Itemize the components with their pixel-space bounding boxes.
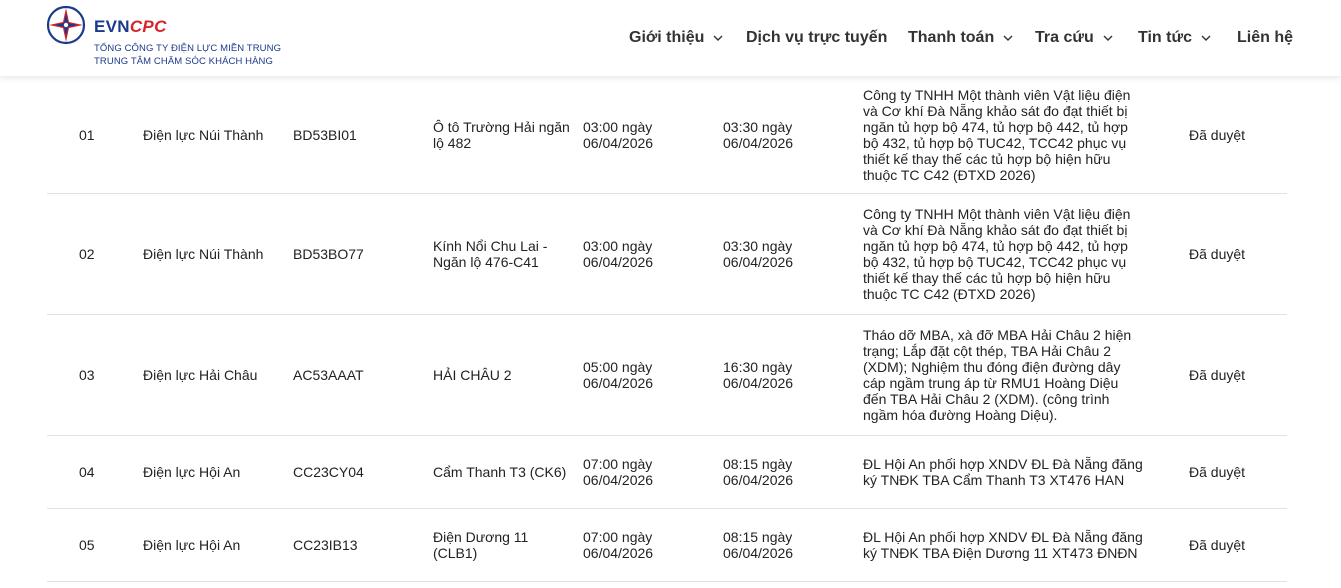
row-end-text: 03:30 ngày 06/04/2026: [723, 118, 794, 151]
main-nav: [0, 26, 1341, 50]
status-badge: Đã duyệt: [1189, 464, 1246, 480]
row-description-text: ĐL Hội An phối hợp XNDV ĐL Đà Nẵng đăng ký TNĐK TBA Cẩm Thanh T3 XT476 HAN: [863, 456, 1143, 488]
row-start-time: [583, 194, 703, 314]
nav-label: Tin tức: [1138, 29, 1192, 46]
nav-label: Dịch vụ trực tuyến: [746, 29, 888, 46]
row-start-text: 03:00 ngày 06/04/2026: [583, 118, 654, 151]
row-location-text: Kính Nổi Chu Lai - Ngăn lộ 476-C41: [433, 238, 548, 270]
row-location: [433, 194, 573, 314]
status-badge: Đã duyệt: [1189, 126, 1246, 143]
table-row: [47, 194, 1287, 315]
row-description-text: Công ty TNHH Một thành viên Vật liệu điện và Cơ khí Đà Nẵng khảo sát đo đạt thiết bị ngăn tủ hợp bộ 474, tủ hợp bộ 442, tủ hợp bộ 432, tủ hợp bộ TUC42, TCC42 phục vụ thiết kế thay thế các tủ hợp bộ hiện hữu thuộc TC C42 (ĐTXD 2026): [863, 86, 1131, 183]
row-description-text: Công ty TNHH Một thành viên Vật liệu điện và Cơ khí Đà Nẵng khảo sát đo đạt thiết bị ngăn tủ hợp bộ 474, tủ hợp bộ 442, tủ hợp bộ 432, tủ hợp bộ TUC42, TCC42 phục vụ thiết kế thay thế các tủ hợp bộ hiện hữu thuộc TC C42 (ĐTXD 2026): [863, 206, 1131, 302]
table-row: [47, 509, 1287, 582]
nav-label: Thanh toán: [908, 29, 995, 46]
row-start-time: [583, 509, 703, 581]
row-number: 03: [79, 367, 95, 383]
row-unit-text: Điện lực Núi Thành: [143, 246, 264, 262]
row-start-time: [583, 76, 703, 193]
row-end-text: 16:30 ngày 06/04/2026: [723, 359, 794, 391]
row-start-time: [583, 436, 703, 508]
chevron-down-icon: [1003, 33, 1013, 43]
row-end-time: [723, 509, 843, 581]
chevron-down-icon: [713, 33, 723, 43]
row-code: AC53AAAT: [293, 367, 364, 383]
row-number: 05: [79, 537, 95, 553]
row-end-text: 08:15 ngày 06/04/2026: [723, 456, 794, 488]
table-row: [47, 315, 1287, 436]
row-code: CC23IB13: [293, 537, 358, 553]
row-unit: [143, 194, 283, 314]
logo-brand-evn: EVN: [94, 17, 130, 36]
nav-item-tin-tuc[interactable]: [1138, 26, 1211, 50]
row-unit-text: Điện lực Hải Châu: [143, 367, 258, 383]
row-unit: [143, 76, 283, 193]
row-number: 02: [79, 246, 95, 262]
row-description: [863, 509, 1143, 581]
row-location-text: Ô tô Trường Hải ngăn lộ 482: [433, 118, 570, 151]
row-location: [433, 436, 573, 508]
row-description-text: Tháo dỡ MBA, xà đỡ MBA Hải Châu 2 hiện trạng; Lắp đặt cột thép, TBA Hải Châu 2 (XDM); Nghiệm thu đóng điện đường dây cáp ngầm trung áp từ RMU1 Hoàng Diệu đến TBA Hải Châu 2 (XDM). (công trình ngầm hóa đường Hoàng Diệu).: [863, 327, 1132, 423]
nav-label: Giới thiệu: [629, 29, 705, 46]
row-code: CC23CY04: [293, 464, 364, 480]
table-row: [47, 436, 1287, 509]
nav-item-tra-cuu[interactable]: [1035, 26, 1113, 50]
status-badge: Đã duyệt: [1189, 367, 1246, 383]
row-unit: [143, 315, 283, 435]
row-end-time: [723, 76, 843, 193]
row-end-time: [723, 194, 843, 314]
row-start-text: 03:00 ngày 06/04/2026: [583, 238, 654, 270]
row-unit: [143, 436, 283, 508]
row-start-text: 07:00 ngày 06/04/2026: [583, 456, 654, 488]
nav-item-gioi-thieu[interactable]: [629, 26, 723, 50]
row-start-time: [583, 315, 703, 435]
row-end-text: 03:30 ngày 06/04/2026: [723, 238, 794, 270]
row-description: [863, 76, 1143, 193]
row-description-text: ĐL Hội An phối hợp XNDV ĐL Đà Nẵng đăng ký TNĐK TBA Điện Dương 11 XT473 ĐNĐN: [863, 529, 1143, 561]
row-location: [433, 315, 573, 435]
row-description: [863, 436, 1143, 508]
row-unit-text: Điện lực Hội An: [143, 464, 241, 480]
nav-item-dich-vu-truc-tuyen[interactable]: [746, 26, 887, 50]
row-location-text: Cẩm Thanh T3 (CK6): [433, 464, 567, 480]
row-location: [433, 509, 573, 581]
row-start-text: 05:00 ngày 06/04/2026: [583, 359, 654, 391]
row-code: BD53BI01: [293, 126, 357, 143]
logo-subtitle-company: TỔNG CÔNG TY ĐIỆN LỰC MIỀN TRUNG: [94, 43, 282, 54]
site-header: [0, 0, 1341, 76]
chevron-down-icon: [1103, 33, 1113, 43]
row-description: [863, 194, 1143, 314]
row-location-text: HẢI CHÂU 2: [433, 367, 512, 383]
row-location-text: Điện Dương 11 (CLB1): [433, 529, 529, 561]
row-unit-text: Điện lực Núi Thành: [143, 126, 264, 143]
row-end-text: 08:15 ngày 06/04/2026: [723, 529, 794, 561]
row-end-time: [723, 315, 843, 435]
row-unit: [143, 509, 283, 581]
row-number: 04: [79, 464, 95, 480]
nav-label: Liên hệ: [1237, 29, 1294, 46]
row-number: 01: [79, 126, 95, 143]
row-unit-text: Điện lực Hội An: [143, 537, 241, 553]
outage-schedule-table: [47, 76, 1287, 582]
table-row: [47, 76, 1287, 194]
row-location: [433, 76, 573, 193]
row-start-text: 07:00 ngày 06/04/2026: [583, 529, 654, 561]
nav-item-lien-he[interactable]: [1237, 26, 1293, 50]
nav-label: Tra cứu: [1035, 29, 1094, 46]
logo-subtitle-center: TRUNG TÂM CHĂM SÓC KHÁCH HÀNG: [94, 56, 274, 67]
logo-brand-cpc: CPC: [129, 17, 167, 36]
chevron-down-icon: [1201, 33, 1211, 43]
nav-item-thanh-toan[interactable]: [908, 26, 1013, 50]
status-badge: Đã duyệt: [1189, 246, 1246, 262]
row-description: [863, 315, 1143, 435]
row-code: BD53BO77: [293, 246, 364, 262]
status-badge: Đã duyệt: [1189, 537, 1246, 553]
row-end-time: [723, 436, 843, 508]
